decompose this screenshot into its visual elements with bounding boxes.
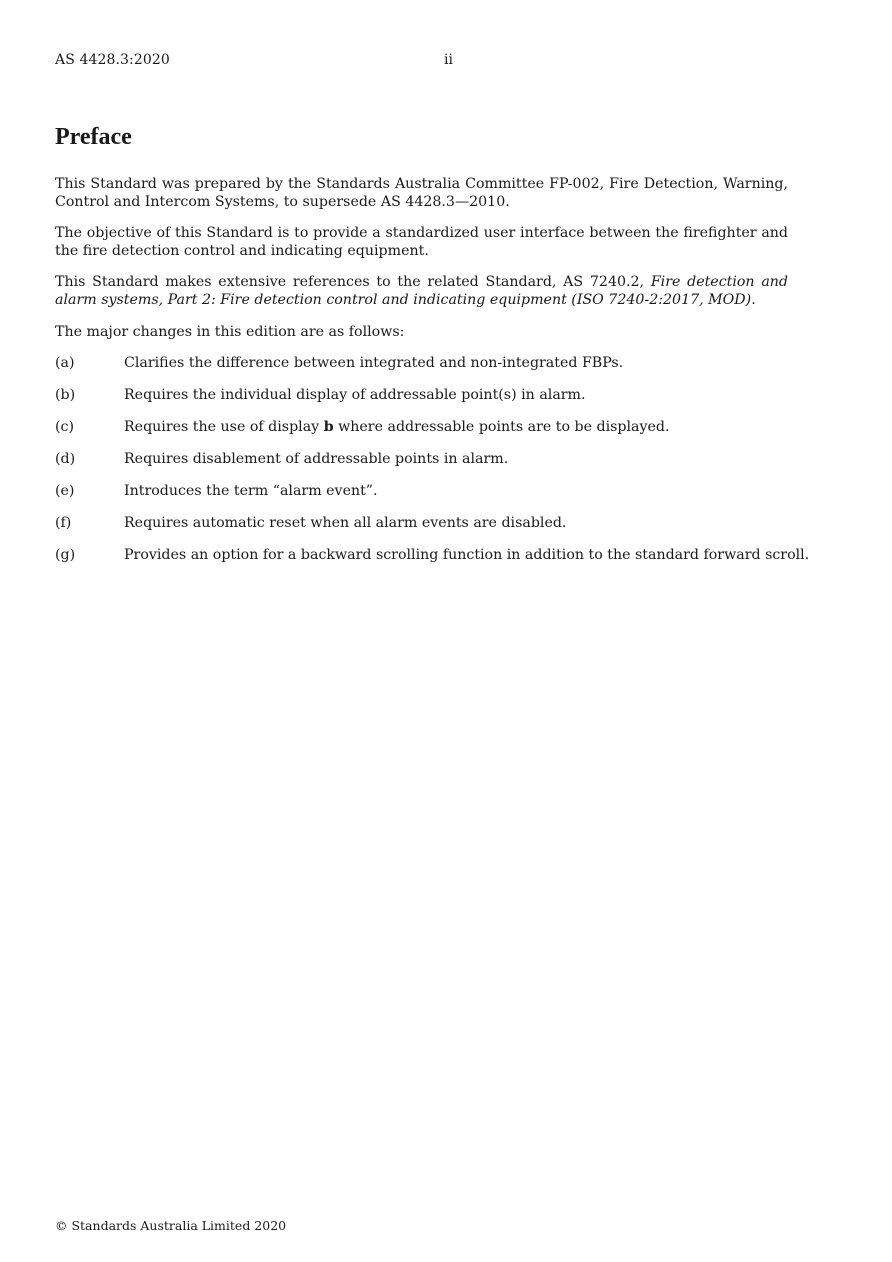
list-item bbox=[55, 355, 788, 373]
list-item-text: Introduces the term “alarm event”. bbox=[124, 483, 378, 500]
page-number: ii bbox=[444, 52, 453, 68]
paragraph-changes-intro: The major changes in this edition are as follows: bbox=[55, 323, 405, 340]
list-marker: (a) bbox=[55, 355, 75, 372]
paragraph-committee: This Standard was prepared by the Standards Australia Committee FP-002, Fire Detection, Warning, Control and Intercom Systems, to supersede AS 4428.3—2010. bbox=[55, 176, 788, 210]
list-item bbox=[55, 547, 810, 565]
list-marker: (d) bbox=[55, 451, 76, 468]
list-item-text: Provides an option for a backward scrolling function in addition to the standard forward scroll. bbox=[124, 547, 810, 564]
list-item-text: Requires disablement of addressable points in alarm. bbox=[124, 451, 509, 468]
list-item-text: Requires the individual display of addressable point(s) in alarm. bbox=[124, 387, 586, 404]
copyright-footer: © Standards Australia Limited 2020 bbox=[55, 1218, 287, 1233]
list-marker: (g) bbox=[55, 547, 76, 564]
list-marker: (e) bbox=[55, 483, 75, 500]
references-text: This Standard makes extensive references to the related Standard, AS 7240.2, bbox=[55, 274, 651, 291]
references-end: . bbox=[751, 291, 756, 308]
list-item bbox=[55, 451, 788, 469]
changes-list bbox=[55, 355, 810, 565]
list-marker: (f) bbox=[55, 515, 72, 532]
list-item-text-start: Requires the use of display bbox=[124, 419, 324, 436]
document-id: AS 4428.3:2020 bbox=[55, 52, 170, 68]
paragraph-objective: The objective of this Standard is to provide a standardized user interface between the firefighter and the fire detection control and indicating equipment. bbox=[55, 225, 788, 259]
display-letter: b bbox=[323, 419, 334, 436]
preface-body bbox=[55, 176, 810, 579]
paragraph-references bbox=[55, 274, 788, 309]
list-item bbox=[55, 515, 788, 533]
list-marker: (b) bbox=[55, 387, 76, 404]
list-item-text-end: where addressable points are to be displayed. bbox=[333, 419, 670, 436]
list-item bbox=[55, 419, 788, 437]
list-item-text: Requires automatic reset when all alarm events are disabled. bbox=[124, 515, 567, 532]
page-title: Preface bbox=[55, 124, 132, 150]
list-item bbox=[55, 387, 788, 405]
list-item-text bbox=[124, 419, 788, 437]
referenced-standard-title: Fire detection and alarm systems, Part 2: Fire detection control and indicating equipment (ISO 7240-2:2017, MOD) bbox=[55, 274, 788, 308]
list-marker: (c) bbox=[55, 419, 75, 436]
list-item bbox=[55, 483, 788, 501]
list-item-text: Clarifies the difference between integrated and non-integrated FBPs. bbox=[124, 355, 624, 372]
